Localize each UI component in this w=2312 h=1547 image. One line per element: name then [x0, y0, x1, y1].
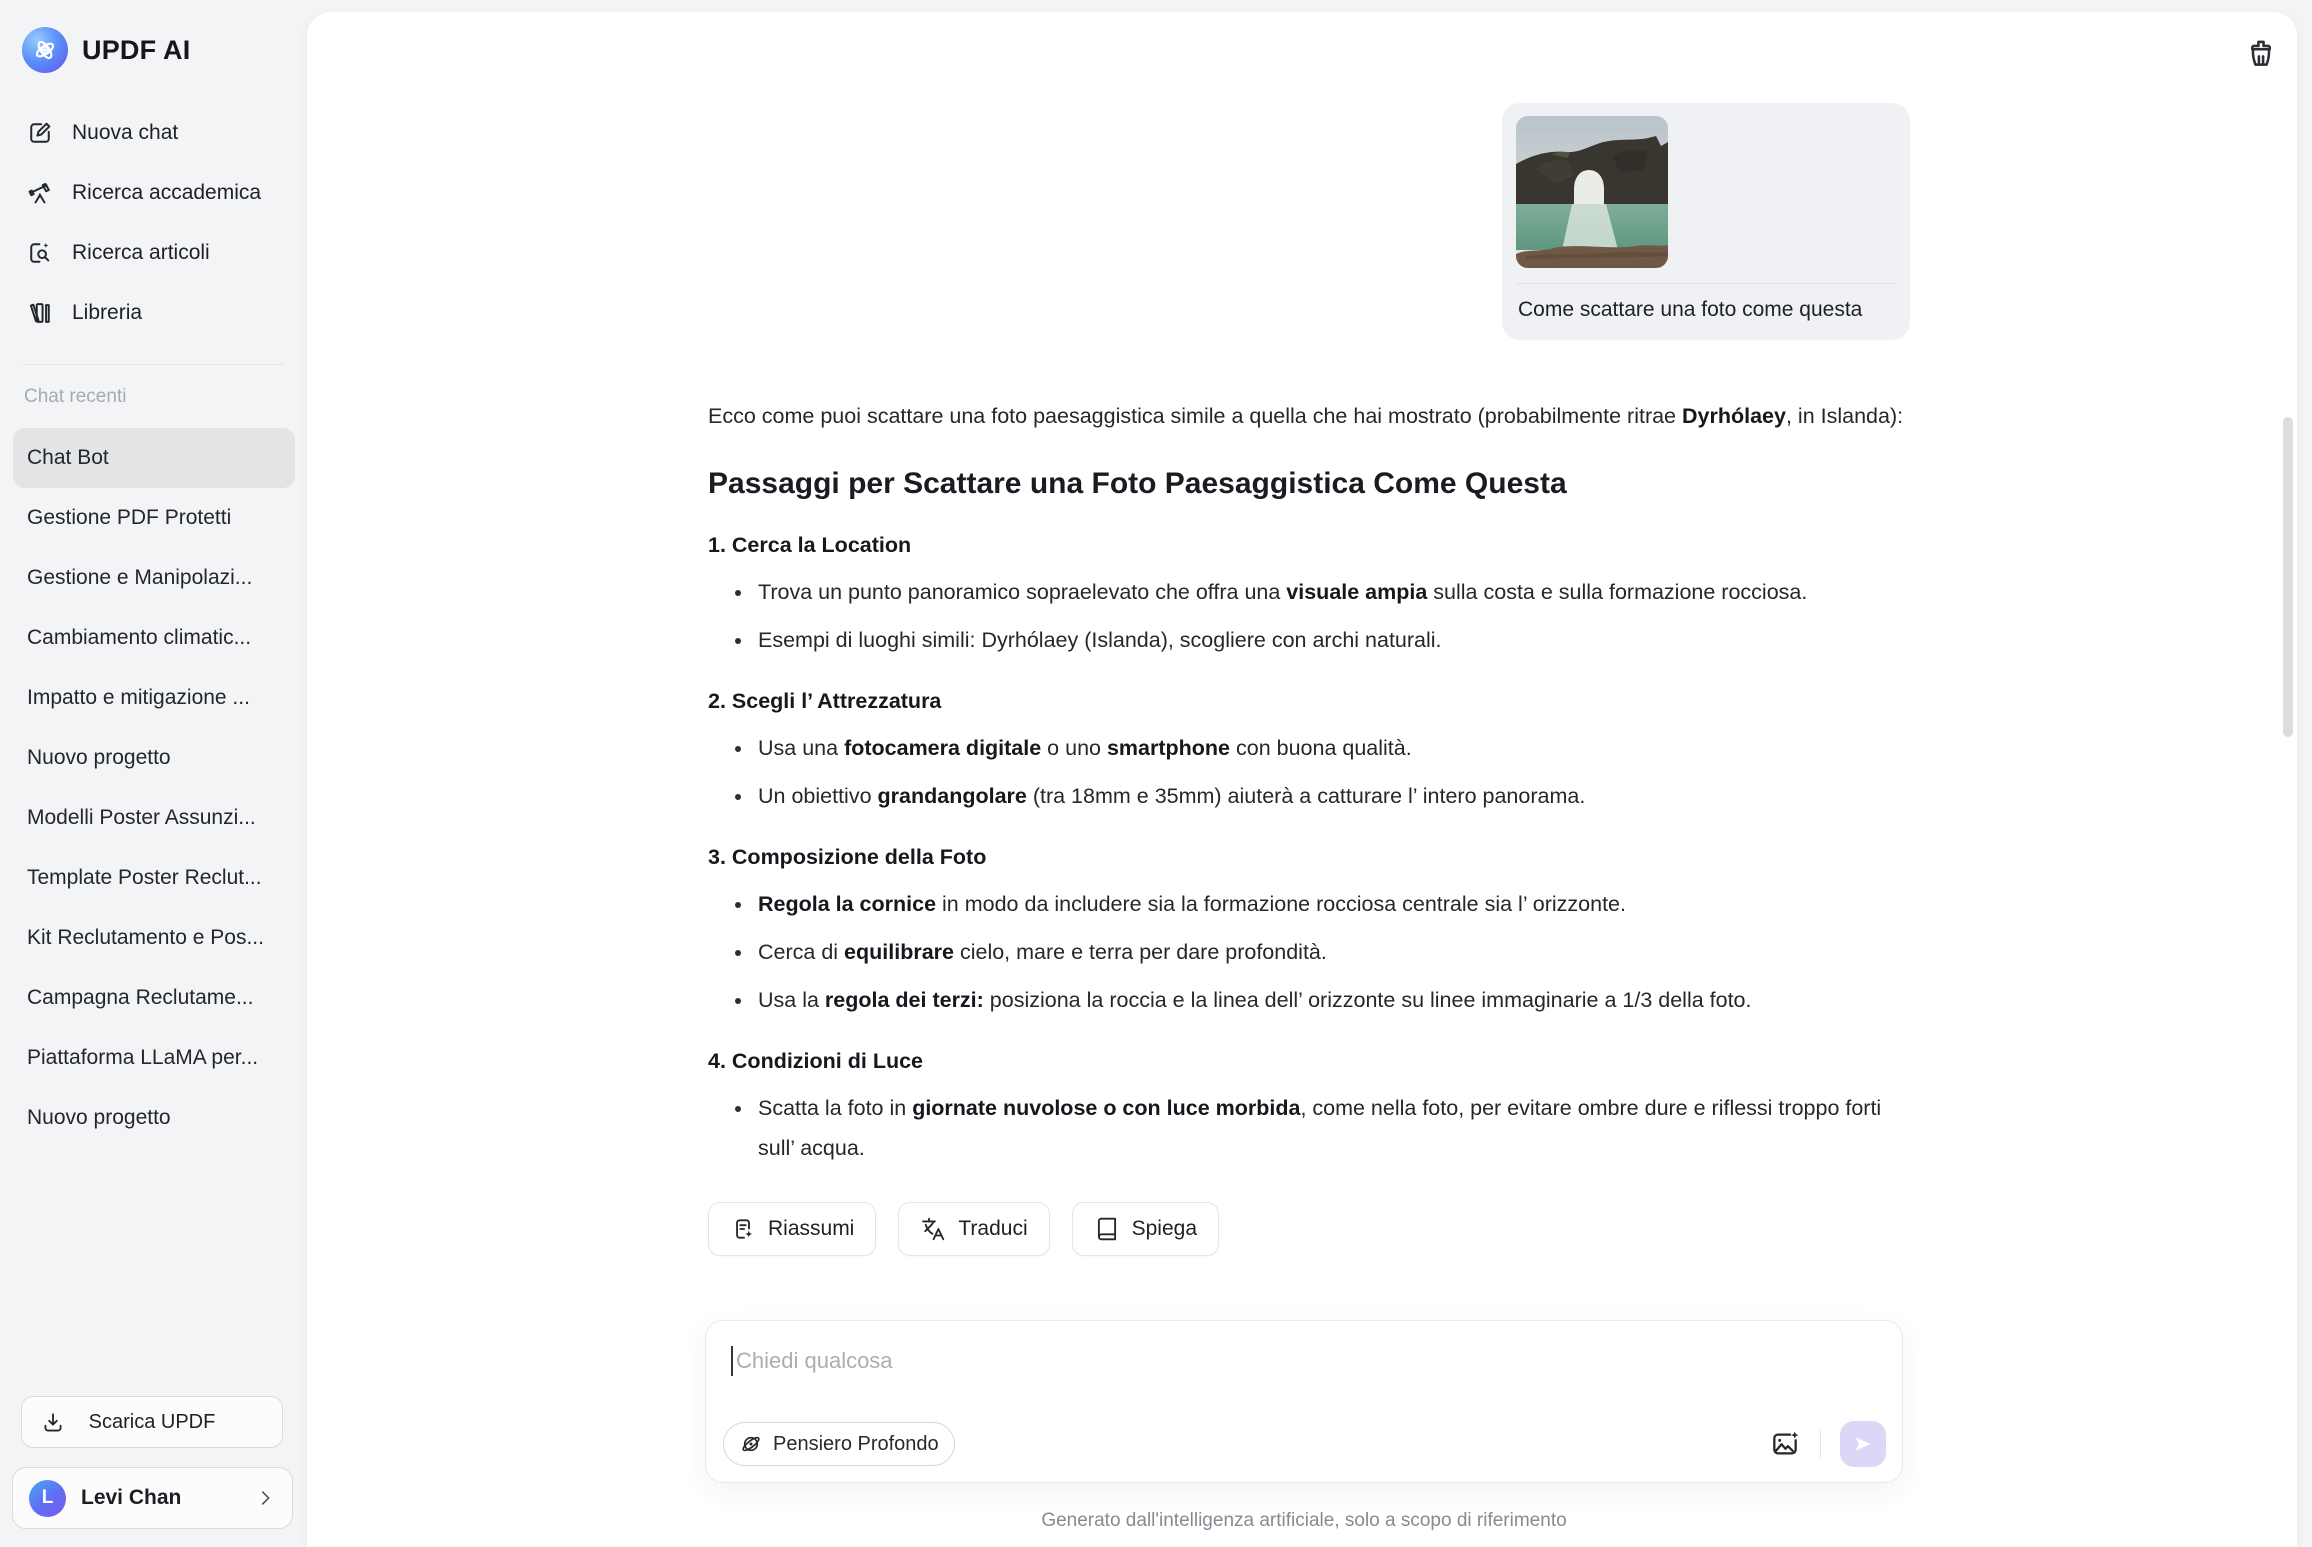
scrollbar-thumb[interactable]: [2283, 417, 2293, 737]
chat-history-list: [13, 428, 295, 1148]
article-search-icon: [26, 239, 54, 267]
chat-history-item-impatto-e-mitigazione[interactable]: Impatto e mitigazione ...: [27, 686, 250, 709]
summarize-icon: [730, 1216, 756, 1242]
user-message-card: [1502, 103, 1910, 340]
chat-history-item-nuovo-progetto[interactable]: Nuovo progetto: [27, 746, 171, 769]
translate-icon: [920, 1216, 946, 1242]
user-message-row: [708, 103, 1910, 340]
atom-icon: [739, 1432, 763, 1456]
response-heading: Passaggi per Scattare una Foto Paesaggistica Come Questa: [708, 467, 1567, 500]
chat-history-item-modelli-poster-assunzi[interactable]: Modelli Poster Assunzi...: [27, 806, 256, 829]
response-section-composizione-della-foto: [708, 838, 1910, 1020]
send-button[interactable]: [1840, 1421, 1886, 1467]
chat-history-item-template-poster-reclut[interactable]: Template Poster Reclut...: [27, 866, 262, 889]
bullet-item: • Usa una fotocamera digitale o uno smartphone con buona qualità.: [754, 728, 1910, 768]
deep-thinking-toggle[interactable]: [723, 1422, 955, 1466]
section-title: 3. Composizione della Foto: [708, 845, 987, 869]
bullet-item: • Regola la cornice in modo da includere sia la formazione rocciosa centrale sia l’ orizzonte.: [754, 884, 1910, 924]
action-label: Traduci: [958, 1217, 1028, 1240]
spiega-button[interactable]: [1072, 1202, 1219, 1256]
uploaded-photo[interactable]: [1516, 116, 1668, 268]
library-icon: [26, 299, 54, 327]
bullet-item: • Un obiettivo grandangolare (tra 18mm e 35mm) aiuterà a catturare l’ intero panorama.: [754, 776, 1910, 816]
sidebar-divider: [22, 364, 285, 365]
chevron-right-icon: [254, 1487, 276, 1509]
brand-header: [22, 27, 190, 73]
download-updf-button[interactable]: [21, 1396, 283, 1448]
traduci-button[interactable]: [898, 1202, 1049, 1256]
chat-history-item-campagna-reclutame[interactable]: Campagna Reclutame...: [27, 986, 254, 1009]
sidebar-nav: [0, 103, 307, 343]
message-composer[interactable]: [705, 1320, 1903, 1483]
telescope-icon: [26, 179, 54, 207]
sidebar-item-ricerca-articoli[interactable]: [0, 223, 307, 283]
bullet-item: • Cerca di equilibrare cielo, mare e terra per dare profondità.: [754, 932, 1910, 972]
user-name: Levi Chan: [81, 1486, 182, 1509]
section-title: 1. Cerca la Location: [708, 533, 912, 557]
section-bullets: [708, 884, 1910, 1020]
chat-history-item-piattaforma-llama-per[interactable]: Piattaforma LLaMA per...: [27, 1046, 259, 1069]
chat-history-item-cambiamento-climatic[interactable]: Cambiamento climatic...: [27, 626, 252, 649]
bullet-item: • Trova un punto panoramico sopraelevato che offra una visuale ampia sulla costa e sulla formazione rocciosa.: [754, 572, 1910, 612]
brand-title: UPDF AI: [82, 34, 191, 65]
toolbar-divider: [1820, 1430, 1821, 1458]
ai-disclaimer: Generato dall'intelligenza artificiale, solo a scopo di riferimento: [1041, 1510, 1567, 1531]
composer-input[interactable]: [731, 1346, 1877, 1376]
main-panel: [307, 12, 2297, 1547]
recent-chats-header: Chat recenti: [24, 386, 127, 407]
sidebar: [0, 0, 307, 1547]
user-message-text: Come scattare una foto come questa: [1518, 298, 1863, 321]
response-sections: [708, 526, 1910, 1168]
updf-logo-icon: [22, 27, 68, 73]
chat-content: [708, 12, 1910, 1256]
sidebar-item-ricerca-accademica[interactable]: [0, 163, 307, 223]
chat-history-item-gestione-e-manipolazi[interactable]: Gestione e Manipolazi...: [27, 566, 253, 589]
ai-response: [708, 396, 1910, 1168]
new-chat-icon: [26, 119, 54, 147]
sidebar-item-nuova-chat[interactable]: [0, 103, 307, 163]
nav-item-label: Ricerca accademica: [72, 181, 262, 204]
riassumi-button[interactable]: [708, 1202, 876, 1256]
section-bullets: [708, 728, 1910, 816]
section-title: 2. Scegli l’ Attrezzatura: [708, 689, 942, 713]
composer-toolbar: [723, 1421, 1886, 1467]
deep-thinking-label: Pensiero Profondo: [773, 1432, 939, 1455]
section-title: 4. Condizioni di Luce: [708, 1049, 923, 1073]
sidebar-item-libreria[interactable]: [0, 283, 307, 343]
composer-placeholder: Chiedi qualcosa: [736, 1348, 893, 1373]
bullet-item: • Esempi di luoghi simili: Dyrhólaey (Islanda), scogliere con archi naturali.: [754, 620, 1910, 660]
chat-history-item-kit-reclutamento-e-pos[interactable]: Kit Reclutamento e Pos...: [27, 926, 264, 949]
response-actions: [708, 1202, 1910, 1256]
section-bullets: [708, 572, 1910, 660]
action-label: Riassumi: [768, 1217, 855, 1240]
text-caret: [731, 1346, 733, 1376]
nav-item-label: Libreria: [72, 301, 143, 324]
download-updf-label: Scarica UPDF: [88, 1410, 216, 1433]
response-section-cerca-la-location: [708, 526, 1910, 660]
book-icon: [1094, 1216, 1120, 1242]
chat-history-item-gestione-pdf-protetti[interactable]: Gestione PDF Protetti: [27, 506, 232, 529]
nav-item-label: Ricerca articoli: [72, 241, 210, 264]
bullet-item: • Scatta la foto in giornate nuvolose o con luce morbida, come nella foto, per evitare ombre dure e riflessi troppo forti sull’ acqua.: [754, 1088, 1910, 1168]
chat-history-item-chat-bot[interactable]: Chat Bot: [13, 428, 295, 488]
user-profile-button[interactable]: [12, 1467, 293, 1529]
section-bullets: [708, 1088, 1910, 1168]
response-section-condizioni-di-luce: [708, 1042, 1910, 1168]
chat-history-item-nuovo-progetto[interactable]: Nuovo progetto: [27, 1106, 171, 1129]
send-icon: [1852, 1433, 1874, 1455]
response-section-scegli-l-attrezzatura: [708, 682, 1910, 816]
nav-item-label: Nuova chat: [72, 121, 179, 144]
response-intro: Ecco come puoi scattare una foto paesaggistica simile a quella che hai mostrato (probabilmente ritrae Dyrhólaey, in Islanda):: [708, 404, 1904, 428]
attach-image-icon[interactable]: [1769, 1428, 1801, 1460]
clear-chat-broom-icon[interactable]: [2243, 36, 2279, 72]
action-label: Spiega: [1131, 1217, 1197, 1240]
avatar: L: [29, 1480, 66, 1517]
bullet-item: • Usa la regola dei terzi: posiziona la roccia e la linea dell’ orizzonte su linee immaginarie a 1/3 della foto.: [754, 980, 1910, 1020]
